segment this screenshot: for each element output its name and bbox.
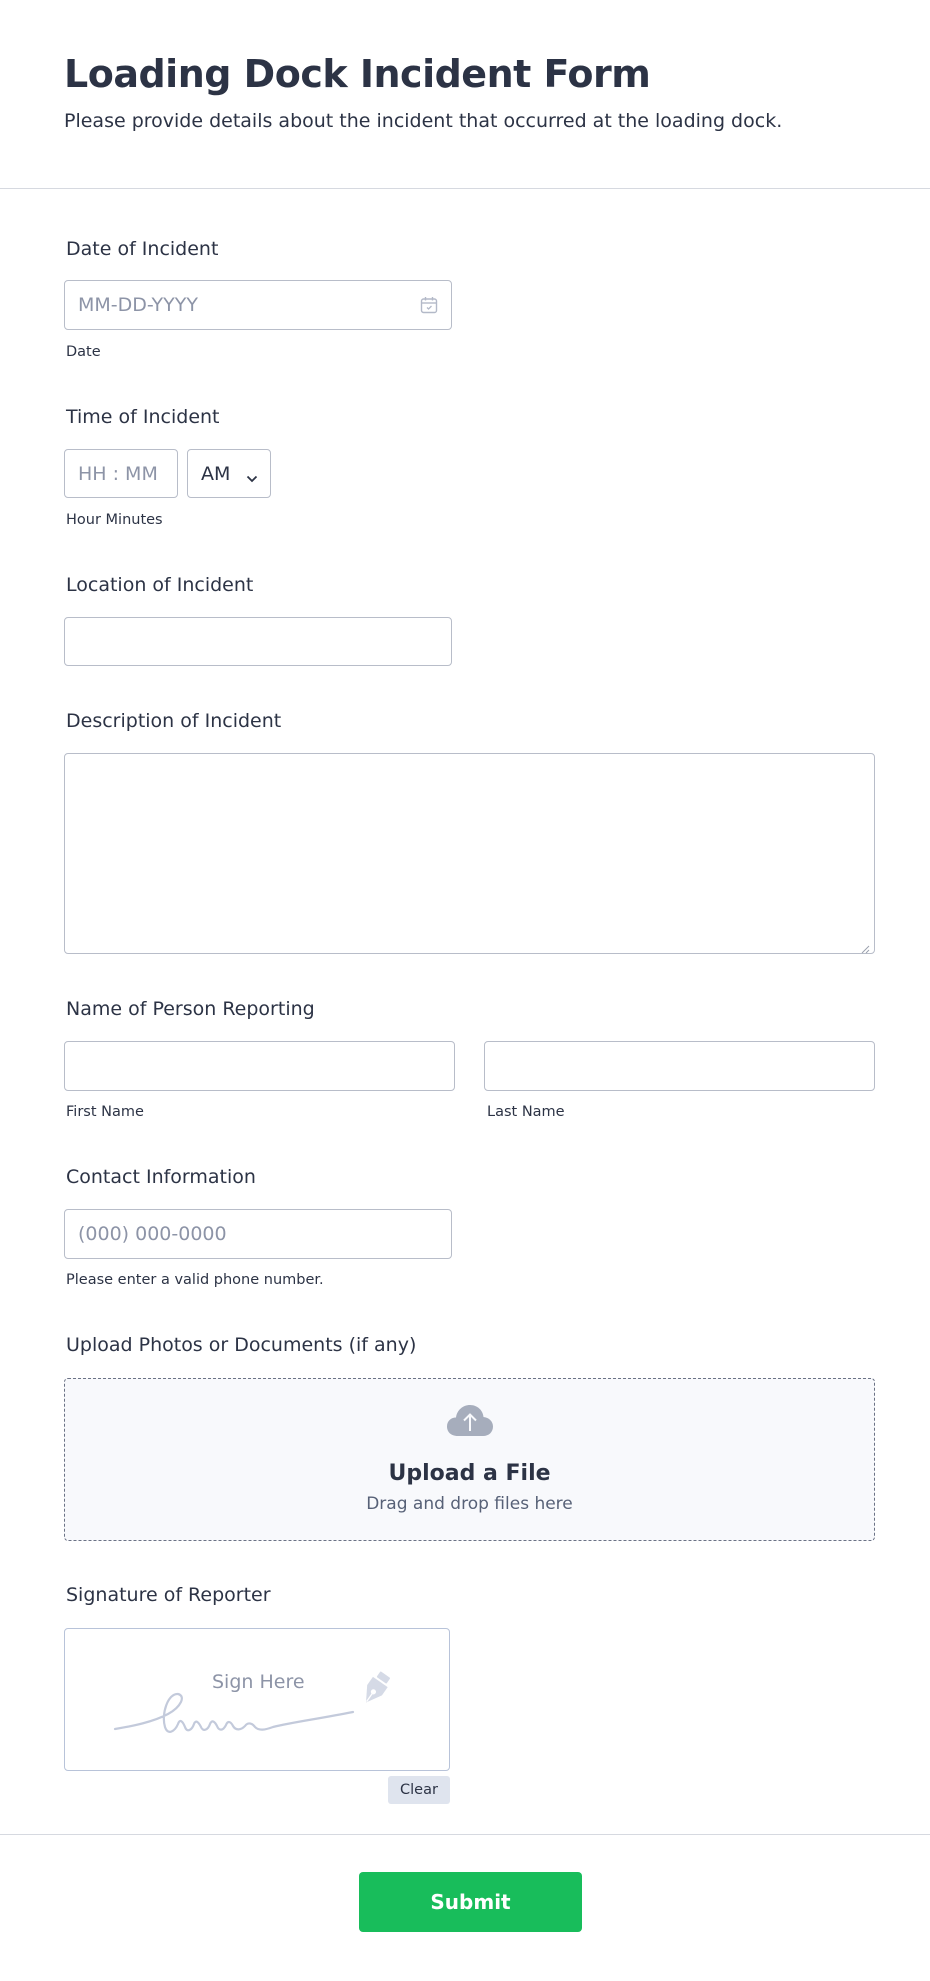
location-label: Location of Incident (66, 574, 254, 596)
last-name-sublabel: Last Name (487, 1104, 565, 1120)
upload-title: Upload a File (388, 1461, 551, 1486)
description-label: Description of Incident (66, 710, 282, 732)
date-placeholder: MM-DD-YYYY (78, 294, 198, 316)
date-sublabel: Date (66, 344, 101, 360)
description-textarea[interactable] (64, 753, 875, 954)
date-label: Date of Incident (66, 238, 219, 260)
phone-input[interactable] (64, 1209, 452, 1259)
time-placeholder: HH : MM (78, 462, 158, 485)
cloud-upload-icon (446, 1403, 494, 1437)
time-sublabel: Hour Minutes (66, 512, 163, 528)
ampm-select[interactable] (187, 449, 271, 498)
upload-subtitle: Drag and drop files here (366, 1494, 573, 1514)
page-title: Loading Dock Incident Form (64, 52, 651, 96)
page-subtitle: Please provide details about the incident that occurred at the loading dock. (64, 110, 783, 132)
location-input[interactable] (64, 617, 452, 666)
pen-icon (351, 1671, 397, 1711)
first-name-sublabel: First Name (66, 1104, 144, 1120)
signature-label: Signature of Reporter (66, 1584, 271, 1606)
calendar-icon[interactable] (420, 296, 438, 314)
clear-signature-button[interactable]: Clear (388, 1776, 450, 1804)
submit-button[interactable]: Submit (359, 1872, 582, 1932)
upload-label: Upload Photos or Documents (if any) (66, 1334, 417, 1356)
signature-pad[interactable] (64, 1628, 450, 1771)
form-header (0, 0, 930, 189)
form-footer-divider (0, 1834, 930, 1835)
contact-label: Contact Information (66, 1166, 256, 1188)
signature-placeholder: Sign Here (212, 1671, 305, 1693)
last-name-input[interactable] (484, 1041, 875, 1091)
date-input[interactable] (64, 280, 452, 330)
file-upload-dropzone[interactable] (64, 1378, 875, 1541)
time-input[interactable] (64, 449, 178, 498)
phone-sublabel: Please enter a valid phone number. (66, 1272, 324, 1288)
name-label: Name of Person Reporting (66, 998, 315, 1020)
time-label: Time of Incident (66, 406, 220, 428)
phone-placeholder: (000) 000-0000 (78, 1223, 227, 1245)
ampm-value: AM (201, 462, 231, 485)
first-name-input[interactable] (64, 1041, 455, 1091)
chevron-down-icon (246, 469, 258, 479)
resize-handle-icon[interactable] (860, 939, 870, 949)
